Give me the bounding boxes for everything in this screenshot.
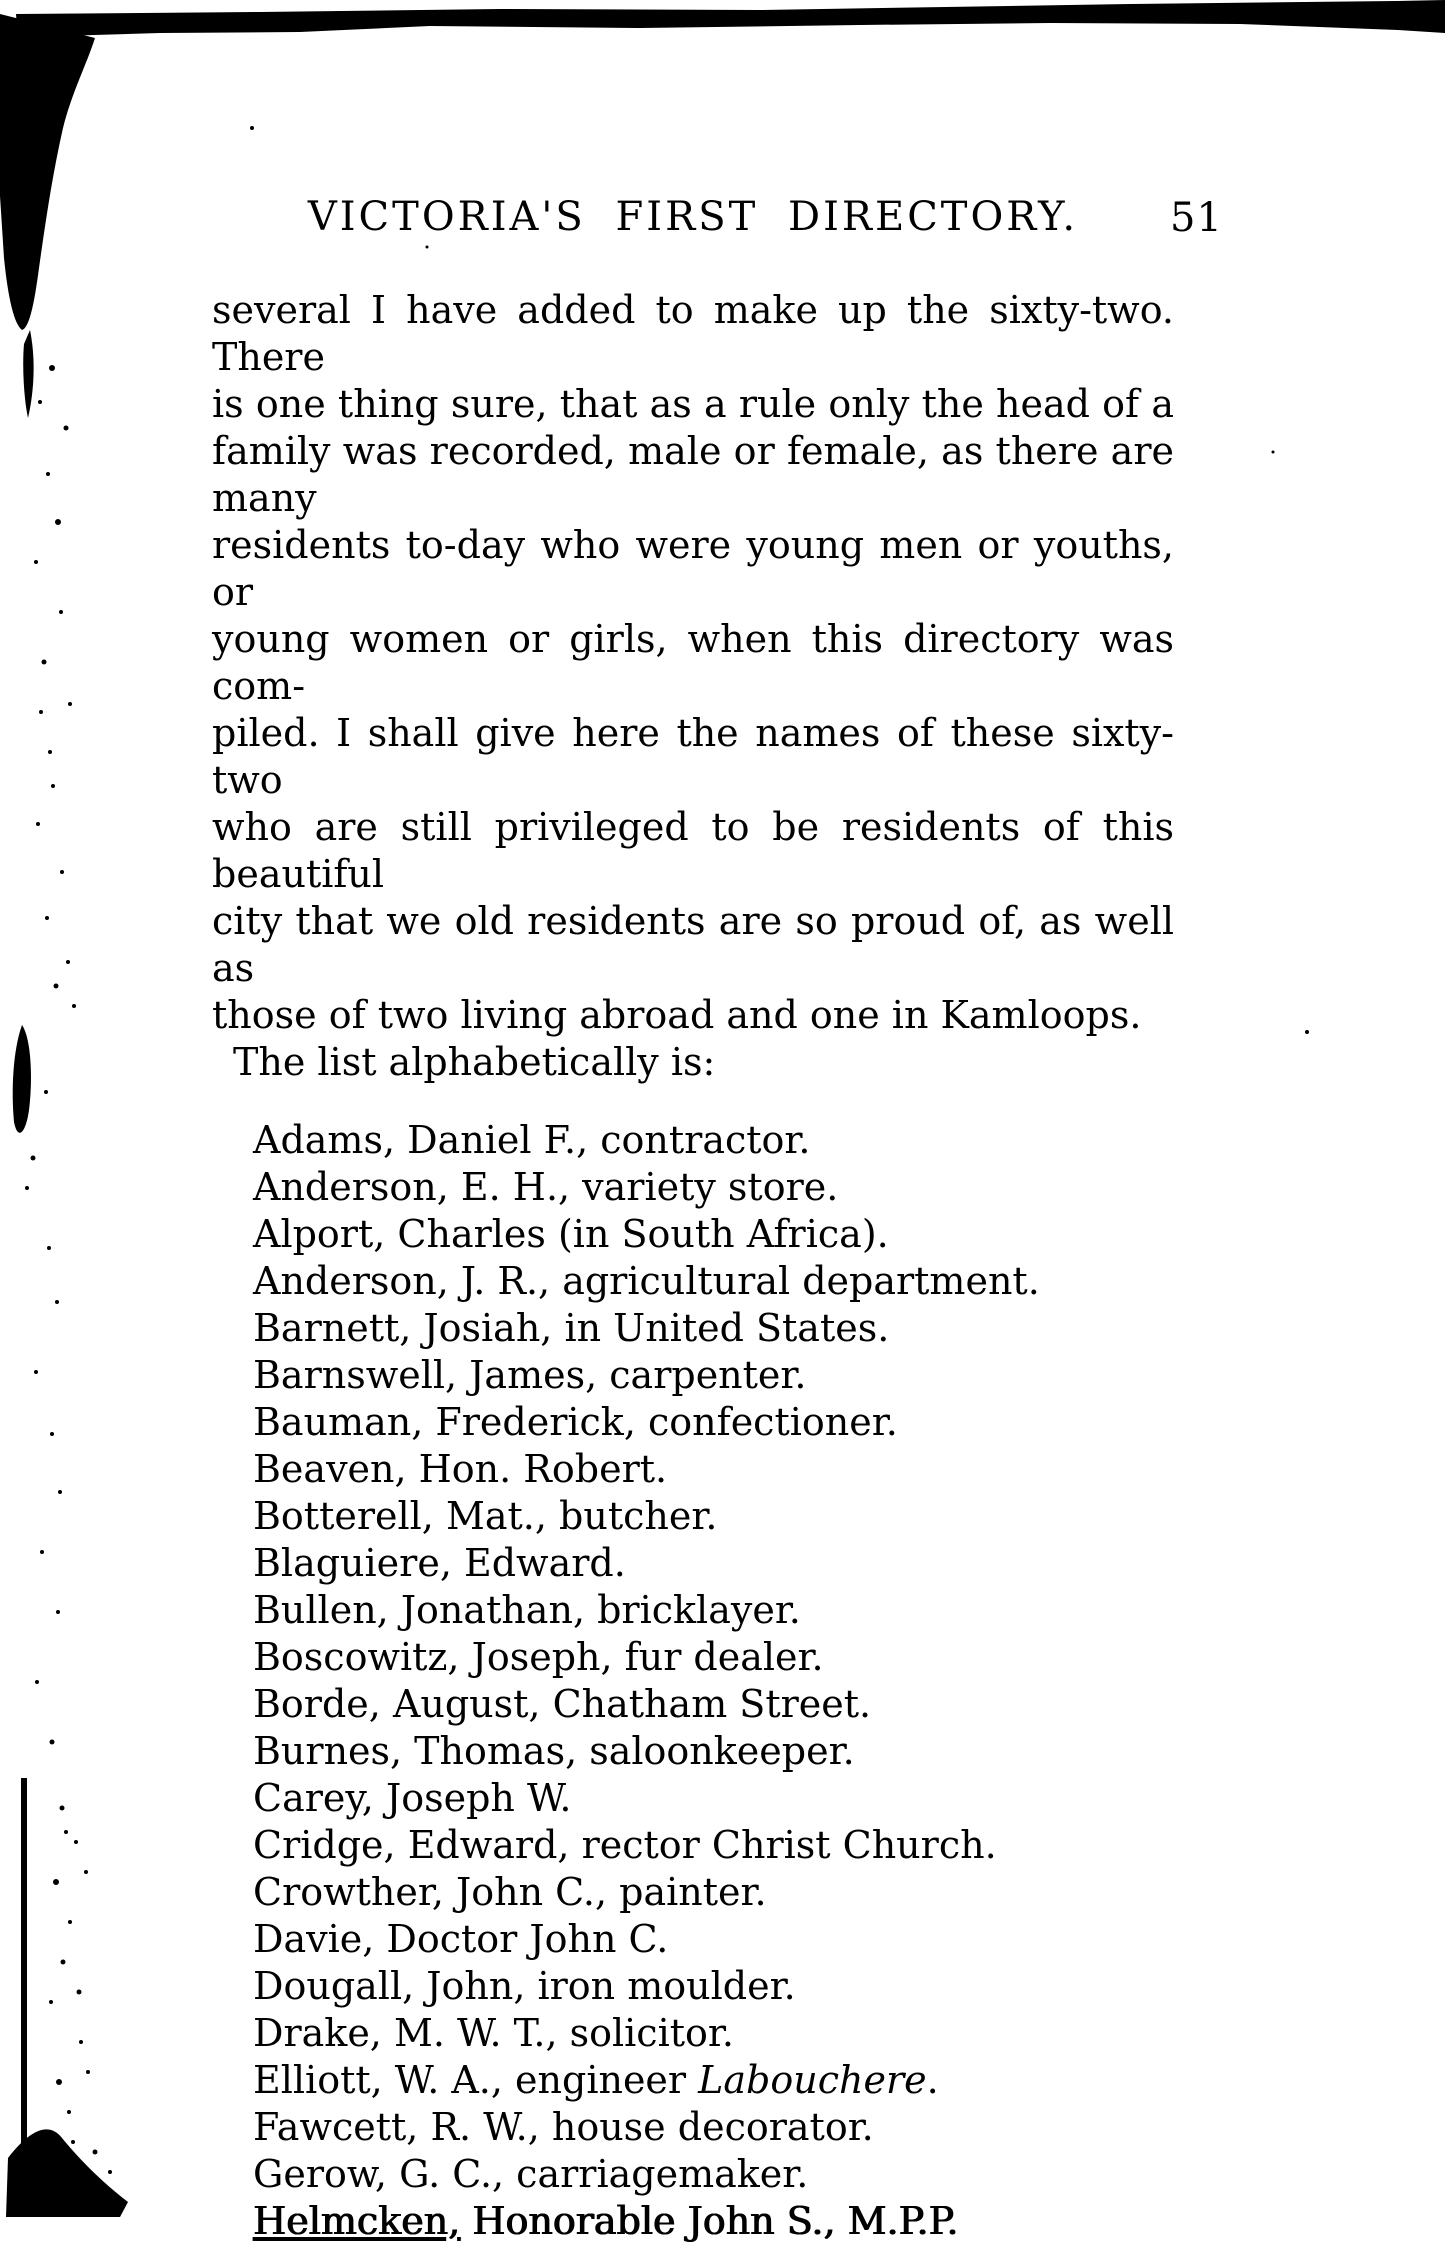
scan-blob-top-left	[0, 14, 95, 330]
underlined-surname: Helmcken,	[253, 2199, 461, 2243]
directory-entry	[253, 1540, 1174, 1587]
paragraph-line: residents to-day who were young men or youths, or	[212, 523, 1174, 614]
entry-text: Elliott, W. A., engineer	[253, 2058, 699, 2102]
entry-text: Davie, Doctor John C.	[253, 1917, 669, 1961]
entry-text: Burnes, Thomas, saloonkeeper.	[253, 1729, 855, 1773]
directory-entry	[253, 1258, 1174, 1305]
running-title: VICTORIA'S FIRST DIRECTORY.	[307, 194, 1079, 240]
entry-text: Crowther, John C., painter.	[253, 1870, 767, 1914]
directory-entry	[253, 2104, 1174, 2151]
directory-entry	[253, 2010, 1174, 2057]
entry-text: Boscowitz, Joseph, fur dealer.	[253, 1635, 824, 1679]
directory-list	[212, 1117, 1174, 2245]
ship-name-italic: Labouchere	[698, 2058, 927, 2102]
entry-text: Bauman, Frederick, confectioner.	[253, 1400, 898, 1444]
directory-entry	[253, 1446, 1174, 1493]
directory-entry	[253, 2198, 1174, 2245]
directory-entry	[253, 1728, 1174, 1775]
page-number: 51	[1170, 195, 1223, 241]
directory-entry	[253, 1211, 1174, 1258]
scan-blob-bottom-left	[6, 2129, 128, 2217]
scan-speckles-mid-left	[25, 984, 76, 1745]
entry-text: Barnswell, James, carpenter.	[253, 1353, 807, 1397]
text-column	[212, 287, 1174, 2245]
entry-text: Anderson, J. R., agricultural department.	[253, 1259, 1040, 1303]
entry-text: Bullen, Jonathan, bricklayer.	[253, 1588, 801, 1632]
entry-text: Gerow, G. C., carriagemaker.	[253, 2152, 809, 2196]
directory-entry	[253, 1869, 1174, 1916]
scan-speckles-upper-left	[34, 365, 72, 964]
entry-text: Dougall, John, iron moulder.	[253, 1964, 796, 2008]
scan-line-left-edge	[20, 1778, 32, 2180]
page-header	[212, 194, 1223, 249]
directory-entry	[253, 1117, 1174, 1164]
entry-text: Drake, M. W. T., solicitor.	[253, 2011, 734, 2055]
entry-text: Fawcett, R. W., house decorator.	[253, 2105, 874, 2149]
paragraph-line: piled. I shall give here the names of these sixty-two	[212, 711, 1174, 802]
entry-text: .	[926, 2058, 939, 2102]
directory-entry	[253, 2057, 1174, 2104]
entry-text: Barnett, Josiah, in United States.	[253, 1306, 890, 1350]
list-intro: The list alphabetically is:	[233, 1040, 716, 1084]
directory-entry	[253, 1822, 1174, 1869]
directory-entry	[253, 1634, 1174, 1681]
entry-text: Honorable John S., M.P.P.	[460, 2199, 959, 2243]
directory-entry	[253, 1305, 1174, 1352]
paragraph-line: those of two living abroad and one in Kamloops.	[212, 993, 1142, 1037]
paragraph-line: family was recorded, male or female, as there are many	[212, 429, 1174, 520]
directory-entry	[253, 1352, 1174, 1399]
entry-text: Anderson, E. H., variety store.	[253, 1165, 839, 1209]
scan-blob-mid-left	[13, 1025, 31, 1133]
directory-entry	[253, 2151, 1174, 2198]
directory-entry	[253, 1493, 1174, 1540]
entry-text: Carey, Joseph W.	[253, 1776, 572, 1820]
directory-entry	[253, 1399, 1174, 1446]
directory-entry	[253, 1681, 1174, 1728]
directory-entry	[253, 1916, 1174, 1963]
scan-edge-top-bar	[16, 0, 1445, 40]
paragraph-line: several I have added to make up the sixty-two. There	[212, 288, 1174, 379]
scan-blob-top-left-tail	[23, 330, 33, 418]
paragraph-line: city that we old residents are so proud of, as well as	[212, 899, 1174, 990]
paragraph-line: young women or girls, when this directory was com-	[212, 617, 1174, 708]
entry-text: Adams, Daniel F., contractor.	[253, 1118, 811, 1162]
directory-entry	[253, 1775, 1174, 1822]
entry-text: Alport, Charles (in South Africa).	[253, 1212, 889, 1256]
entry-text: Beaven, Hon. Robert.	[253, 1447, 668, 1491]
scan-speckles-lower-left	[44, 1806, 112, 2175]
body-paragraph	[212, 287, 1174, 1039]
directory-entry	[253, 1164, 1174, 1211]
paragraph-line: who are still privileged to be residents of this beautiful	[212, 805, 1174, 896]
paragraph-line: is one thing sure, that as a rule only the head of a	[212, 382, 1174, 426]
entry-text: Botterell, Mat., butcher.	[253, 1494, 718, 1538]
entry-text: Borde, August, Chatham Street.	[253, 1682, 872, 1726]
entry-text: Blaguiere, Edward.	[253, 1541, 626, 1585]
directory-entry	[253, 1587, 1174, 1634]
directory-entry	[253, 1963, 1174, 2010]
entry-text: Cridge, Edward, rector Christ Church.	[253, 1823, 997, 1867]
